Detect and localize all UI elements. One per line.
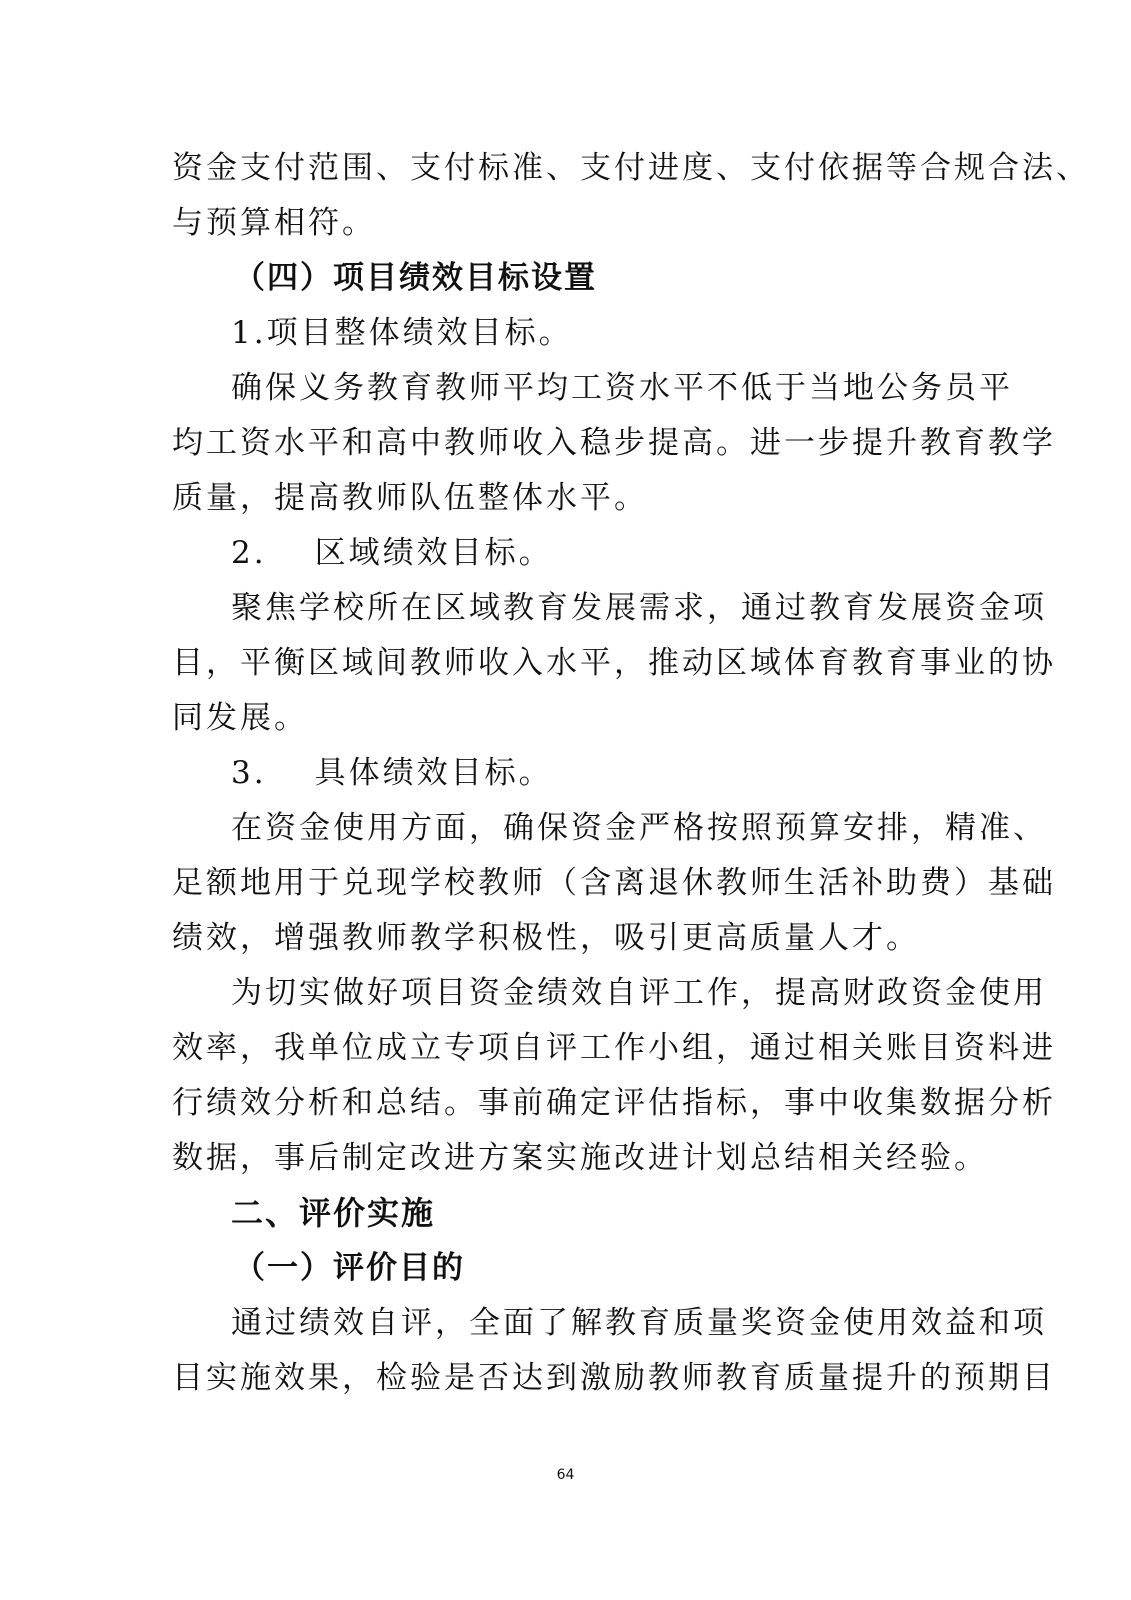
body-line: 确保义务教育教师平均工资水平不低于当地公务员平	[231, 370, 1013, 406]
body-line: 在资金使用方面，确保资金严格按照预算安排，精准、	[231, 810, 1047, 846]
list-number: 3.	[231, 755, 267, 791]
body-line: 资金支付范围、支付标准、支付进度、支付依据等合规合法、	[172, 150, 1090, 186]
section-heading-4: （四）项目绩效目标设置	[234, 260, 597, 296]
subsection-title-1: 1.项目整体绩效目标。	[231, 315, 573, 351]
list-text: 区域绩效目标。	[314, 535, 553, 571]
body-line: 质量，提高教师队伍整体水平。	[172, 480, 648, 516]
body-line: 足额地用于兑现学校教师（含离退休教师生活补助费）基础	[172, 865, 1056, 901]
body-line: 数据，事后制定改进方案实施改进计划总结相关经验。	[172, 1140, 988, 1176]
body-line: 效率，我单位成立专项自评工作小组，通过相关账目资料进	[172, 1030, 1056, 1066]
page-number: 64	[556, 1467, 575, 1483]
body-line: 均工资水平和高中教师收入稳步提高。进一步提升教育教学	[172, 425, 1056, 461]
body-line: 聚焦学校所在区域教育发展需求，通过教育发展资金项	[231, 590, 1047, 626]
body-line: 目实施效果，检验是否达到激励教师教育质量提升的预期目	[172, 1360, 1056, 1396]
body-line: 绩效，增强教师教学积极性，吸引更高质量人才。	[172, 920, 920, 956]
body-line: 同发展。	[172, 700, 308, 736]
subsection-title-3	[231, 753, 962, 793]
body-line: 行绩效分析和总结。事前确定评估指标，事中收集数据分析	[172, 1085, 1056, 1121]
body-line: 通过绩效自评，全面了解教育质量奖资金使用效益和项	[231, 1305, 1047, 1341]
subsection-title-2	[231, 533, 962, 573]
body-line: 目，平衡区域间教师收入水平，推动区域体育教育事业的协	[172, 645, 1056, 681]
section-heading-2: 二、评价实施	[231, 1194, 436, 1232]
body-line: 为切实做好项目资金绩效自评工作，提高财政资金使用	[231, 975, 1047, 1011]
list-text: 具体绩效目标。	[314, 755, 553, 791]
section-heading-1: （一）评价目的	[234, 1250, 465, 1286]
list-number: 2.	[231, 535, 267, 571]
body-line: 与预算相符。	[172, 205, 376, 241]
